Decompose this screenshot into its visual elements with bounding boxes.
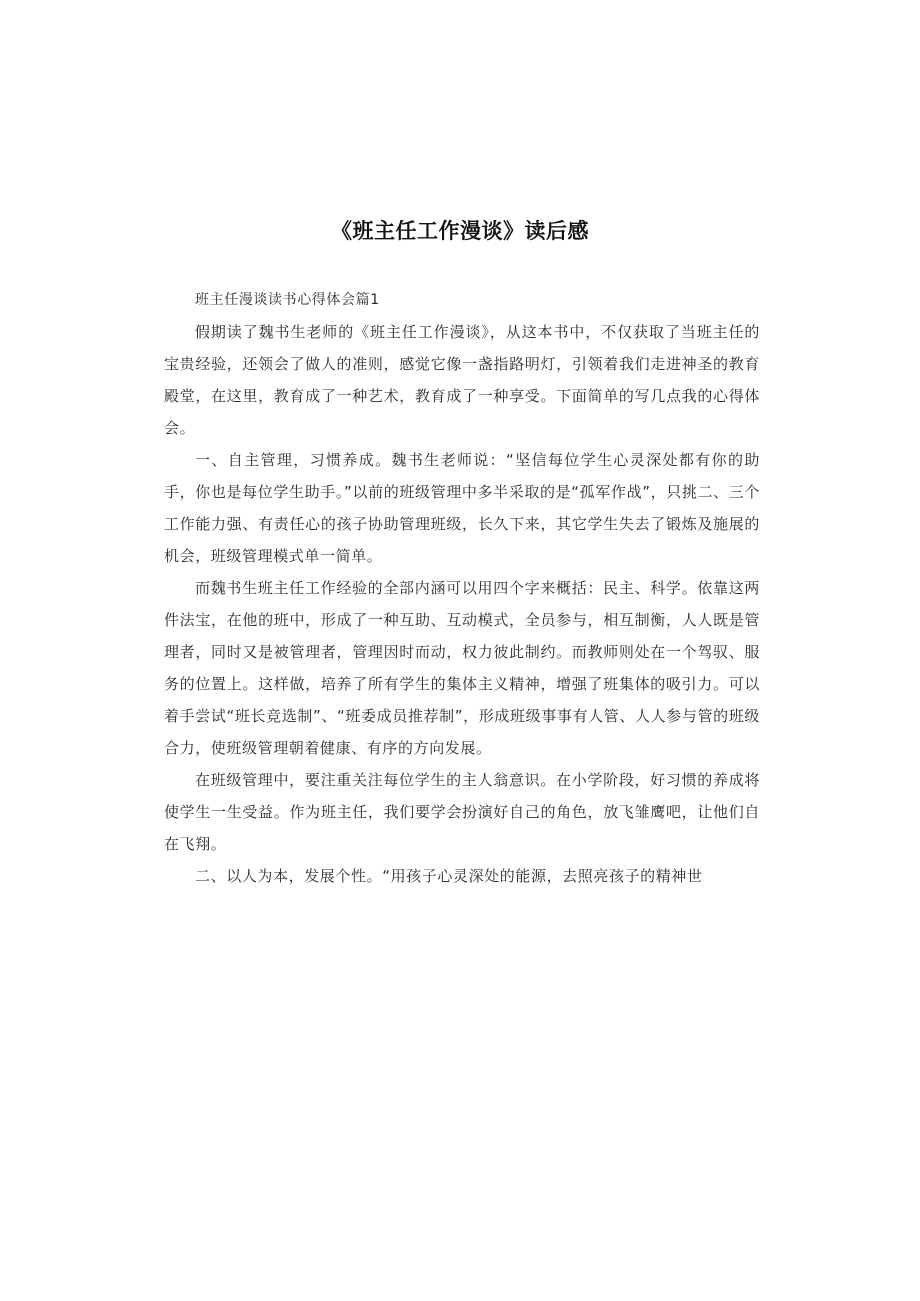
paragraph: 假期读了魏书生老师的《班主任工作漫谈》，从这本书中，不仅获取了当班主任的宝贵经验，还领会了做人的准则，感觉它像一盏指路明灯，引领着我们走进神圣的教育殿堂，在这里，教育成了一种艺术，教育成了一种享受。下面简单的写几点我的心得体会。 (164, 323, 760, 437)
paragraph: 在班级管理中，要注重关注每位学生的主人翁意识。在小学阶段，好习惯的养成将使学生一生受益。作为班主任，我们要学会扮演好自己的角色，放飞雏鹰吧，让他们自在飞翔。 (164, 771, 760, 853)
paragraph: 而魏书生班主任工作经验的全部内涵可以用四个字来概括：民主、科学。依靠这两件法宝，在他的班中，形成了一种互助、互动模式，全员参与，相互制衡，人人既是管理者，同时又是被管理者，管理因时而动，权力彼此制约。而教师则处在一个驾驭、服务的位置上。这样做，培养了所有学生的集体主义精神，增强了班集体的吸引力。可以着手尝试“班长竞选制”、“班委成员推荐制”，形成班级事事有人管、人人参与管的班级合力，使班级管理朝着健康、有序的方向发展。 (164, 579, 760, 757)
paragraph: 一、自主管理，习惯养成。魏书生老师说：“坚信每位学生心灵深处都有你的助手，你也是每位学生助手。”以前的班级管理中多半采取的是“孤军作战”，只挑二、三个工作能力强、有责任心的孩子协助管理班级，长久下来，其它学生失去了锻炼及施展的机会，班级管理模式单一简单。 (164, 451, 760, 565)
document-title: 《班主任工作漫谈》读后感 (331, 219, 589, 243)
paragraph: 二、以人为本，发展个性。“用孩子心灵深处的能源，去照亮孩子的精神世 (195, 867, 703, 885)
document-body (164, 284, 760, 892)
section-subheading: 班主任漫谈读书心得体会篇1 (195, 292, 380, 308)
